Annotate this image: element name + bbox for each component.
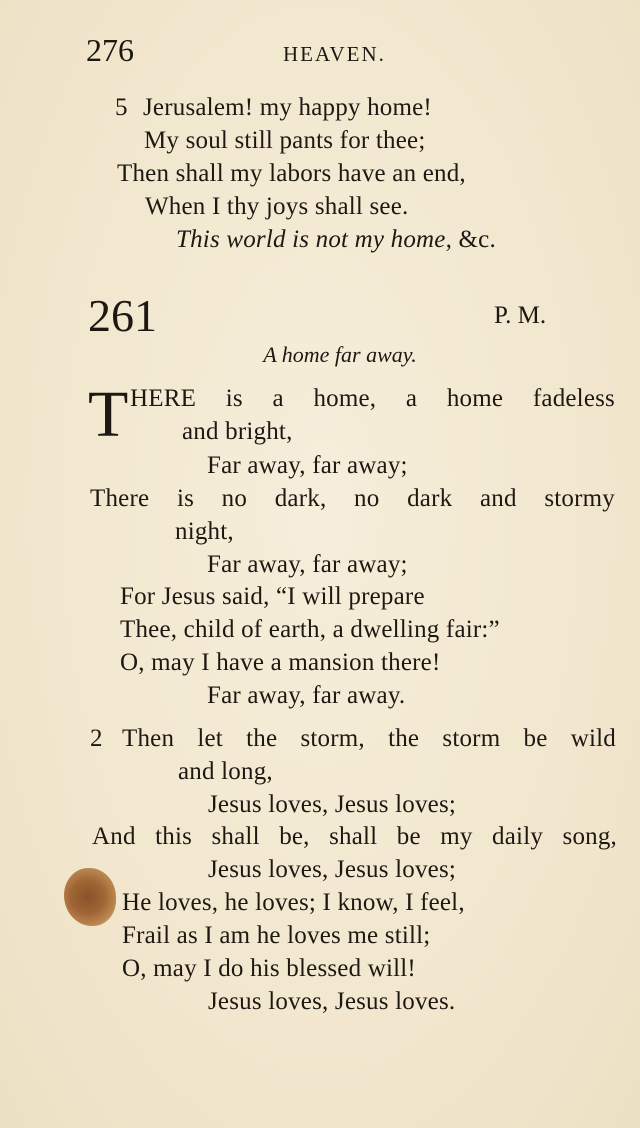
verse-2-line-1: Then let the storm, the storm be wild	[122, 725, 616, 752]
verse-1-line-1: HERE is a home, a home fadeless	[130, 385, 615, 412]
verse-1-line-1-cont: and bright,	[182, 418, 293, 445]
verse-1-line-2: Far away, far away;	[207, 452, 408, 479]
verse-1-line-7: O, may I have a mansion there!	[120, 649, 441, 676]
running-head: HEAVEN.	[283, 42, 386, 66]
verse-2-line-8: Jesus loves, Jesus loves.	[208, 988, 456, 1015]
verse-1-line-3: There is no dark, no dark and stormy	[90, 485, 615, 512]
verse-1-line-5: For Jesus said, “I will prepare	[120, 583, 425, 610]
page-number: 276	[86, 32, 134, 68]
verse-5-line-3: Then shall my labors have an end,	[117, 160, 466, 187]
verse-2-line-4: Jesus loves, Jesus loves;	[208, 856, 457, 883]
verse-5-refrain-suffix: &c.	[458, 226, 496, 253]
verse-1-line-4: Far away, far away;	[207, 551, 408, 578]
verse-2-line-3: And this shall be, shall be my daily song,	[92, 823, 617, 850]
verse-5-refrain	[176, 225, 496, 255]
verse-2-number: 2	[90, 725, 103, 752]
hymn-meter: P. M.	[494, 302, 547, 329]
hymn-title: A home far away.	[263, 342, 417, 367]
verse-2-line-5: He loves, he loves; I know, I feel,	[122, 889, 465, 916]
drop-cap: T	[88, 378, 129, 451]
verse-2-line-6: Frail as I am he loves me still;	[122, 922, 431, 949]
verse-2-line-1-cont: and long,	[178, 758, 273, 785]
verse-5-line-4: When I thy joys shall see.	[145, 193, 409, 220]
verse-2-line-7: O, may I do his blessed will!	[122, 955, 416, 982]
verse-5-line-1: Jerusalem! my happy home!	[143, 94, 432, 121]
verse-5-number: 5	[115, 94, 128, 121]
hymn-number: 261	[88, 290, 157, 341]
verse-5-line-2: My soul still pants for thee;	[144, 127, 426, 154]
verse-5-refrain-italic: This world is not my home,	[176, 226, 453, 253]
verse-1-line-6: Thee, child of earth, a dwelling fair:”	[120, 616, 500, 643]
verse-2-line-2: Jesus loves, Jesus loves;	[208, 791, 457, 818]
page-stain	[64, 868, 116, 926]
verse-1-line-8: Far away, far away.	[207, 682, 406, 709]
verse-1-line-3-cont: night,	[175, 518, 234, 545]
